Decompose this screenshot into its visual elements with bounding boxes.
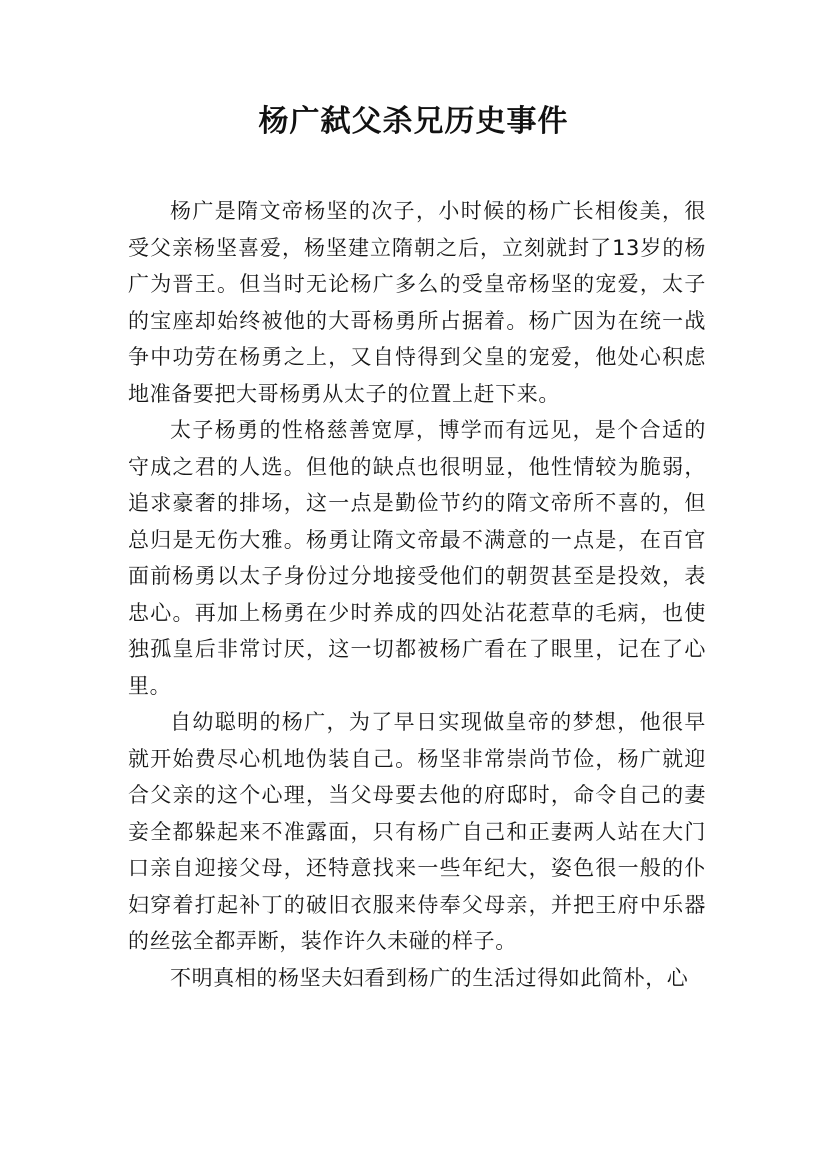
paragraph-4: 不明真相的杨坚夫妇看到杨广的生活过得如此简朴，心 xyxy=(170,965,689,990)
document-title: 杨广弑父杀兄历史事件 xyxy=(258,104,569,139)
paragraph-3: 自幼聪明的杨广，为了早日实现做皇帝的梦想，他很早就开始费尽心机地伪装自己。杨坚非常崇尚节俭，杨广就迎合父亲的这个心理，当父母要去他的府邸时，命令自己的妻妾全都躲起来不准露面，只有杨广自己和正妻两人站在大门口亲自迎接父母，还特意找来一些年纪大，姿色很一般的仆妇穿着打起补丁的破旧衣服来侍奉父母亲，并把王府中乐器的丝弦全都弄断，装作许久未碰的样子。 xyxy=(128,710,706,953)
paragraph-2: 太子杨勇的性格慈善宽厚，博学而有远见，是个合适的守成之君的人选。但他的缺点也很明显，他性情较为脆弱，追求豪奢的排场，这一点是勤俭节约的隋文帝所不喜的，但总归是无伤大雅。杨勇让隋文帝最不满意的一点是，在百官面前杨勇以太子身份过分地接受他们的朝贺甚至是投效，表忠心。再加上杨勇在少时养成的四处沾花惹草的毛病，也使独孤皇后非常讨厌，这一切都被杨广看在了眼里，记在了心里。 xyxy=(128,418,706,698)
paragraph-1: 杨广是隋文帝杨坚的次子，小时候的杨广长相俊美，很受父亲杨坚喜爱，杨坚建立隋朝之后，立刻就封了13岁的杨广为晋王。但当时无论杨广多么的受皇帝杨坚的宠爱，太子的宝座却始终被他的大哥杨勇所占据着。杨广因为在统一战争中功劳在杨勇之上，又自恃得到父皇的宠爱，他处心积虑地准备要把大哥杨勇从太子的位置上赶下来。 xyxy=(128,199,706,406)
document-body xyxy=(128,193,706,996)
